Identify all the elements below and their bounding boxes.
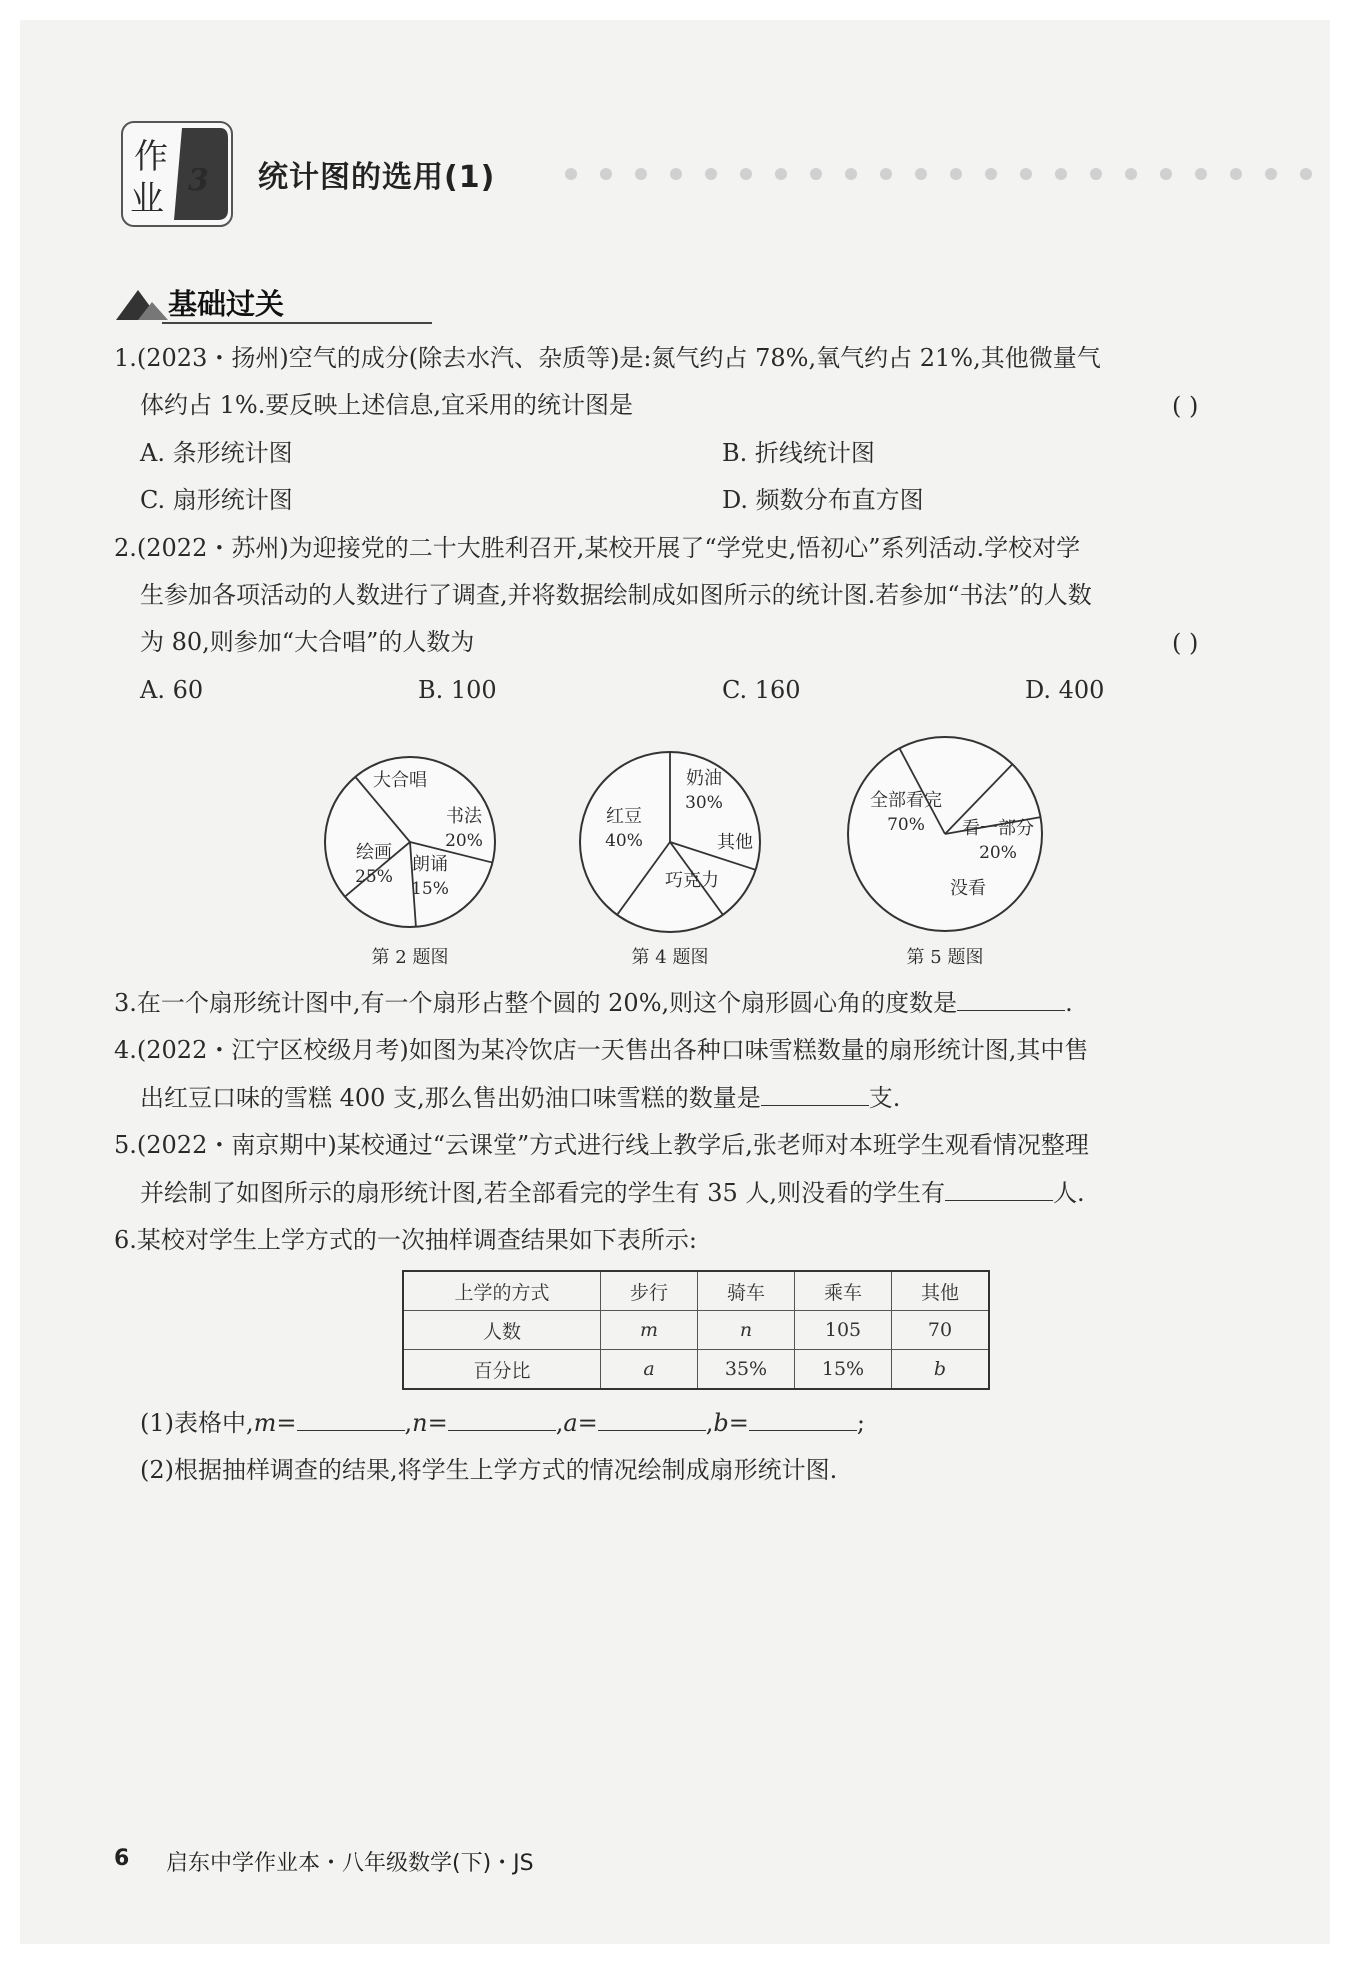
divider-dot xyxy=(600,168,612,180)
q6-sep: , xyxy=(404,1409,413,1437)
pie-slice-label: 红豆 xyxy=(606,806,642,827)
divider-dot xyxy=(635,168,647,180)
q4-answer-blank[interactable] xyxy=(761,1083,869,1106)
pie-slice-label: 巧克力 xyxy=(665,870,719,891)
assignment-badge xyxy=(120,120,234,228)
table-header-row xyxy=(403,1271,989,1311)
q5-end: 人. xyxy=(1053,1179,1085,1207)
q6-n-label: n= xyxy=(412,1409,448,1437)
pie-slice-percent: 15% xyxy=(411,879,449,899)
pie-slice-percent: 70% xyxy=(887,815,925,835)
q3-end: . xyxy=(1065,989,1073,1017)
q1-option-b: B. 折线统计图 xyxy=(722,439,875,467)
badge-char-2: 业 xyxy=(130,179,164,219)
q4-end: 支. xyxy=(868,1084,901,1112)
q3-text: 3.在一个扇形统计图中,有一个扇形占整个圆的 20%,则这个扇形圆心角的度数是 xyxy=(114,989,958,1017)
pie-slice-label: 全部看完 xyxy=(870,790,942,811)
divider-dot xyxy=(1230,168,1242,180)
divider-dot xyxy=(845,168,857,180)
table-cell: m xyxy=(601,1311,698,1350)
badge-number: 3 xyxy=(188,163,209,198)
divider-dot xyxy=(565,168,577,180)
table-cell: a xyxy=(601,1350,698,1390)
pie-slice-label: 大合唱 xyxy=(373,770,427,791)
divider-dot xyxy=(705,168,717,180)
pie-slice-percent: 30% xyxy=(685,793,723,813)
table-header-cell: 乘车 xyxy=(795,1271,892,1311)
q6-a-blank[interactable] xyxy=(598,1408,706,1431)
q2-option-b: B. 100 xyxy=(418,676,497,704)
table-cell: 70 xyxy=(892,1311,990,1350)
divider-dot xyxy=(1300,168,1312,180)
divider-dot xyxy=(775,168,787,180)
divider-dot xyxy=(1090,168,1102,180)
q6-sub1-end: ; xyxy=(856,1409,865,1437)
pie-slice-percent: 40% xyxy=(605,831,643,851)
figure-caption: 第 5 题图 xyxy=(906,947,984,968)
pie-slice-percent: 20% xyxy=(445,831,483,851)
pie-slice-label: 其他 xyxy=(717,832,753,853)
table-cell: 35% xyxy=(698,1350,795,1390)
pie-chart-1 xyxy=(325,757,495,968)
divider-dot xyxy=(810,168,822,180)
table-row xyxy=(403,1350,989,1390)
divider-dot xyxy=(670,168,682,180)
q2-option-a: A. 60 xyxy=(140,676,204,704)
q6-sub2: (2)根据抽样调查的结果,将学生上学方式的情况绘制成扇形统计图. xyxy=(140,1456,838,1484)
book-title: 启东中学作业本・八年级数学(下)・JS xyxy=(166,1851,534,1876)
section-label: 基础过关 xyxy=(168,287,285,321)
q5-text: 并绘制了如图所示的扇形统计图,若全部看完的学生有 35 人,则没看的学生有 xyxy=(140,1179,946,1207)
divider-dot xyxy=(950,168,962,180)
q2-line-1: 2.(2022・苏州)为迎接党的二十大胜利召开,某校开展了“学党史,悟初心”系列活动.学校对学 xyxy=(114,534,1081,562)
page-title: 统计图的选用(1) xyxy=(258,160,496,195)
table-cell: 百分比 xyxy=(403,1350,601,1390)
q6-m-label: m= xyxy=(253,1409,297,1437)
q2-option-c: C. 160 xyxy=(722,676,801,704)
q2-option-d: D. 400 xyxy=(1025,676,1105,704)
page-number: 6 xyxy=(114,1846,130,1871)
q6-m-blank[interactable] xyxy=(297,1408,405,1431)
q6-sep: , xyxy=(555,1409,564,1437)
q6-line: 6.某校对学生上学方式的一次抽样调查结果如下表所示: xyxy=(114,1226,697,1254)
pie-chart-2 xyxy=(580,752,760,968)
table-cell: 105 xyxy=(795,1311,892,1350)
q6-sub1-prefix: (1)表格中, xyxy=(140,1409,254,1437)
table-header-cell: 上学的方式 xyxy=(403,1271,601,1311)
pie-slice-label: 绘画 xyxy=(356,842,392,863)
q2-answer-bracket: ( ) xyxy=(1172,629,1199,657)
divider-dot xyxy=(880,168,892,180)
q6-a-label: a= xyxy=(563,1409,598,1437)
table-cell: 人数 xyxy=(403,1311,601,1350)
mountain-icon xyxy=(112,284,172,324)
q6-b-blank[interactable] xyxy=(749,1408,857,1431)
q6-b-label: b= xyxy=(713,1409,749,1437)
divider-dot xyxy=(1160,168,1172,180)
divider-dot xyxy=(1195,168,1207,180)
pie-slice-label: 没看 xyxy=(950,878,986,899)
table-cell: b xyxy=(892,1350,990,1390)
pie-chart-3 xyxy=(848,737,1042,968)
divider-dot xyxy=(1020,168,1032,180)
pie-slice-label: 奶油 xyxy=(686,768,722,789)
pie-slice-label: 书法 xyxy=(446,806,482,827)
divider-dot xyxy=(740,168,752,180)
table-cell: 15% xyxy=(795,1350,892,1390)
divider-dot xyxy=(915,168,927,180)
pie-slice-percent: 20% xyxy=(979,843,1017,863)
section-underline xyxy=(162,322,432,324)
figure-caption: 第 2 题图 xyxy=(371,947,449,968)
q1-option-a: A. 条形统计图 xyxy=(140,439,293,467)
q2-line-3: 为 80,则参加“大合唱”的人数为 xyxy=(140,628,475,656)
table-header-cell: 骑车 xyxy=(698,1271,795,1311)
badge-char-1: 作 xyxy=(134,137,168,177)
q4-line-2 xyxy=(140,1083,900,1113)
q3-line xyxy=(114,988,1073,1018)
q4-text: 出红豆口味的雪糕 400 支,那么售出奶油口味雪糕的数量是 xyxy=(140,1084,761,1112)
divider-dot xyxy=(1055,168,1067,180)
figure-caption: 第 4 题图 xyxy=(631,947,709,968)
divider-dot xyxy=(1125,168,1137,180)
table-row xyxy=(403,1311,989,1350)
pie-slice-percent: 25% xyxy=(355,867,393,887)
q5-line-2 xyxy=(140,1178,1085,1208)
q4-line-1: 4.(2022・江宁区校级月考)如图为某冷饮店一天售出各种口味雪糕数量的扇形统计图,其中售 xyxy=(114,1036,1089,1064)
pie-charts-figure xyxy=(0,718,1350,978)
q1-option-d: D. 频数分布直方图 xyxy=(722,486,924,514)
table-header-cell: 其他 xyxy=(892,1271,990,1311)
divider-dot xyxy=(1265,168,1277,180)
q1-line-1: 1.(2023・扬州)空气的成分(除去水汽、杂质等)是:氮气约占 78%,氧气约占 21%,其他微量气 xyxy=(114,344,1101,372)
q5-answer-blank[interactable] xyxy=(945,1178,1053,1201)
q1-answer-bracket: ( ) xyxy=(1172,392,1199,420)
survey-table xyxy=(402,1270,990,1390)
pie-slice-label: 朗诵 xyxy=(412,854,448,875)
q6-sep: , xyxy=(705,1409,714,1437)
q6-sub1 xyxy=(140,1408,865,1438)
q1-option-c: C. 扇形统计图 xyxy=(140,486,293,514)
q6-n-blank[interactable] xyxy=(448,1408,556,1431)
table-cell: n xyxy=(698,1311,795,1350)
q1-line-2: 体约占 1%.要反映上述信息,宜采用的统计图是 xyxy=(140,391,633,419)
q2-line-2: 生参加各项活动的人数进行了调查,并将数据绘制成如图所示的统计图.若参加“书法”的人数 xyxy=(140,581,1092,609)
q3-answer-blank[interactable] xyxy=(957,988,1065,1011)
q5-line-1: 5.(2022・南京期中)某校通过“云课堂”方式进行线上教学后,张老师对本班学生观看情况整理 xyxy=(114,1131,1089,1159)
divider-dot xyxy=(985,168,997,180)
pie-slice-label: 看一部分 xyxy=(962,818,1034,839)
table-header-cell: 步行 xyxy=(601,1271,698,1311)
